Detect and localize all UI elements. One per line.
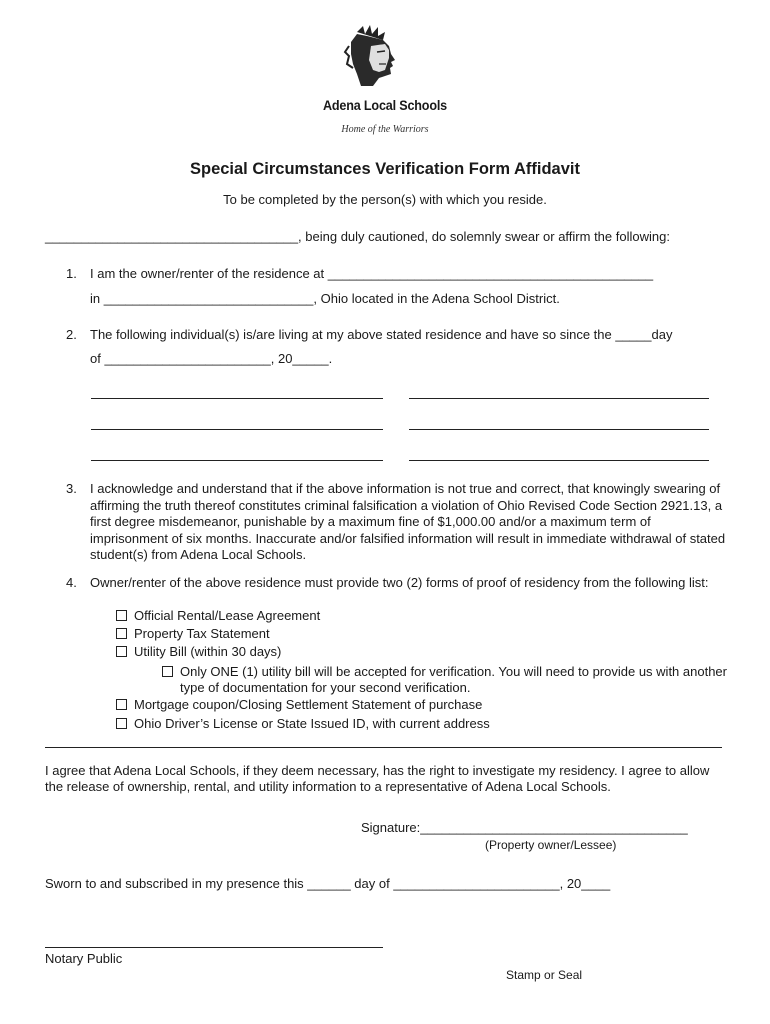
section-divider <box>45 747 722 748</box>
notary-label: Notary Public <box>45 951 123 966</box>
signature-line[interactable]: Signature:_____________________________________ <box>361 820 688 835</box>
name-blank-line[interactable] <box>91 429 383 430</box>
option-label: Ohio Driver’s License or State Issued ID, with current address <box>134 716 490 731</box>
item-4-number: 4. <box>66 575 77 590</box>
checkbox[interactable] <box>116 628 127 639</box>
notary-signature-line[interactable] <box>45 947 383 948</box>
item-3-number: 3. <box>66 481 77 496</box>
checkbox[interactable] <box>116 610 127 621</box>
item-2-line-2: of _______________________, 20_____. <box>90 351 333 366</box>
checkbox[interactable] <box>162 666 173 677</box>
name-blank-line[interactable] <box>409 398 709 399</box>
item-2-line-1: The following individual(s) is/are living at my above stated residence and have so since the _____day <box>90 327 673 342</box>
option-label: Property Tax Statement <box>134 626 270 641</box>
name-blank-line[interactable] <box>409 429 709 430</box>
item-3-text: I acknowledge and understand that if the above information is not true and correct, that knowingly swearing of affirming the truth thereof constitutes criminal falsification a violation of Ohio Revised Code Section 2921.13, a first degree misdemeanor, punishable by a maximum fine of $1,000.00 and/or a maximum term of imprisonment of six months. Inaccurate and/or falsified information will result in immediate withdrawal of stated student(s) from Adena Local Schools. <box>90 481 726 562</box>
proof-option[interactable] <box>116 608 320 624</box>
name-blank-line[interactable] <box>91 460 383 461</box>
sub-option-label: Only ONE (1) utility bill will be accepted for verification. You will need to provide us with another type of documentation for your second verification. <box>180 664 727 695</box>
item-2-number: 2. <box>66 327 77 342</box>
warrior-head-logo <box>343 24 405 88</box>
item-4-text: Owner/renter of the above residence must provide two (2) forms of proof of residency from the following list: <box>90 575 709 590</box>
item-1-line-1: I am the owner/renter of the residence at _____________________________________________ <box>90 266 654 281</box>
agreement-text: I agree that Adena Local Schools, if they deem necessary, has the right to investigate my residency. I agree to allow the release of ownership, rental, and utility information to a representative of Adena Local Schools. <box>45 763 710 794</box>
oath-line: ___________________________________, being duly cautioned, do solemnly swear or affirm the following: <box>45 229 670 244</box>
form-subtitle: To be completed by the person(s) with which you reside. <box>223 192 547 207</box>
proof-option[interactable] <box>116 644 281 660</box>
checkbox[interactable] <box>116 699 127 710</box>
checkbox[interactable] <box>116 718 127 729</box>
option-label: Mortgage coupon/Closing Settlement Statement of purchase <box>134 697 483 712</box>
proof-option[interactable] <box>116 626 270 642</box>
checkbox[interactable] <box>116 646 127 657</box>
stamp-label: Stamp or Seal <box>506 968 583 982</box>
form-title: Special Circumstances Verification Form Affidavit <box>189 160 580 178</box>
item-1-number: 1. <box>66 266 77 281</box>
school-name: Adena Local Schools <box>322 97 448 113</box>
utility-sub-option[interactable] <box>162 664 740 696</box>
school-motto: Home of the Warriors <box>341 124 429 135</box>
option-label: Utility Bill (within 30 days) <box>134 644 282 659</box>
item-1-line-2: in _____________________________, Ohio located in the Adena School District. <box>90 291 560 306</box>
proof-option[interactable] <box>116 697 482 713</box>
name-blank-line[interactable] <box>91 398 383 399</box>
proof-option[interactable] <box>116 716 490 732</box>
option-label: Official Rental/Lease Agreement <box>134 608 321 623</box>
sworn-statement: Sworn to and subscribed in my presence this ______ day of _______________________, 20____ <box>45 876 611 891</box>
signature-caption: (Property owner/Lessee) <box>485 838 617 852</box>
name-blank-line[interactable] <box>409 460 709 461</box>
